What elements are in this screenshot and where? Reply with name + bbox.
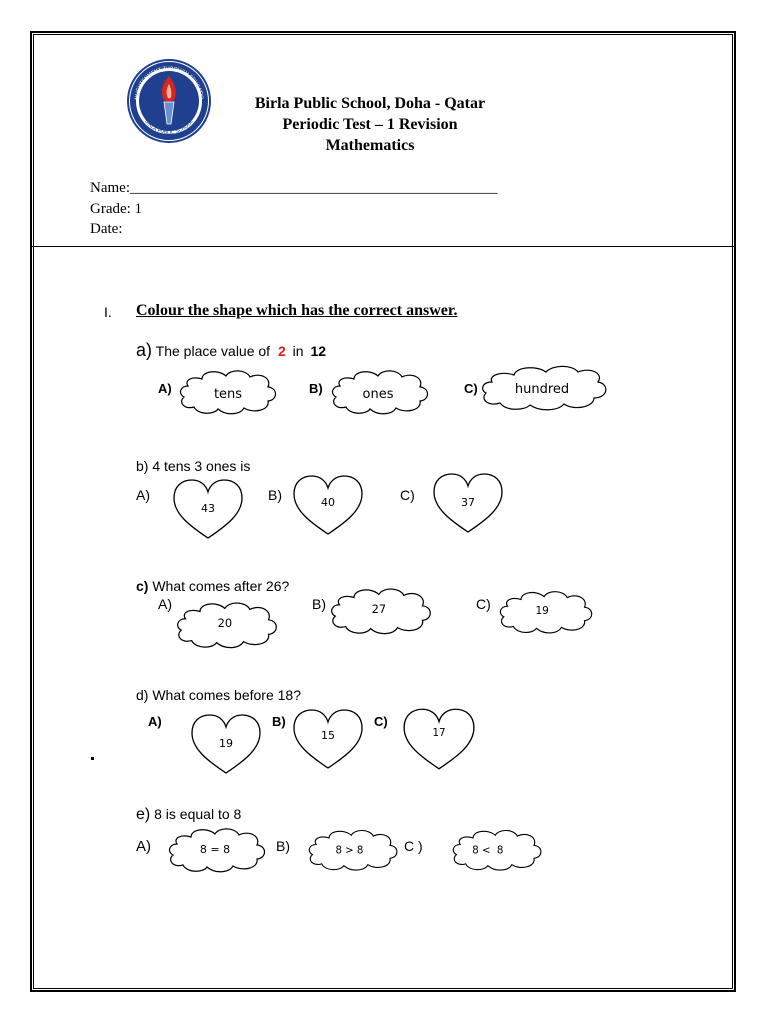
- option-e-a-value: 8 = 8: [199, 843, 231, 856]
- option-d-a-letter: A): [148, 714, 162, 729]
- option-e-b-cloud[interactable]: [298, 826, 410, 874]
- option-c-c-cloud[interactable]: [492, 587, 602, 637]
- option-a-a-value: tens: [213, 387, 243, 402]
- question-d-text: What comes before 18?: [152, 687, 301, 703]
- question-a-text-prefix: The place value of: [155, 343, 271, 359]
- question-d-letter: d): [136, 687, 149, 703]
- option-c-a-cloud[interactable]: [170, 598, 286, 652]
- option-b-c-value: 37: [461, 496, 475, 509]
- question-e-text: 8 is equal to 8: [154, 806, 242, 822]
- option-d-a-heart[interactable]: [188, 710, 264, 778]
- logo-ring-bottom-text: BIRLA PUBLIC SCHOOL: [143, 118, 195, 137]
- option-d-b-heart[interactable]: [290, 704, 366, 774]
- option-e-c-cloud[interactable]: [444, 826, 552, 874]
- option-b-a-value: 43: [201, 502, 215, 515]
- question-b-letter: b): [136, 458, 149, 474]
- question-b: [136, 458, 250, 474]
- option-d-b-value: 15: [321, 729, 335, 742]
- option-a-b-value: ones: [362, 387, 394, 402]
- option-c-b-letter: B): [312, 596, 326, 612]
- test-name: Periodic Test – 1 Revision: [282, 116, 458, 133]
- option-a-a-letter: A): [158, 381, 172, 396]
- option-e-a-letter: A): [136, 838, 151, 855]
- option-d-b-letter: B): [272, 714, 286, 729]
- option-a-b-letter: B): [309, 381, 323, 396]
- option-a-c-letter: C): [464, 381, 478, 396]
- header-divider: [32, 246, 736, 247]
- name-field[interactable]: Name:_________________________________________________: [90, 180, 498, 196]
- option-e-b-value: 8 > 8: [335, 845, 364, 857]
- option-b-c-letter: C): [400, 487, 415, 503]
- option-c-a-letter: A): [158, 596, 172, 612]
- date-field[interactable]: Date:: [90, 221, 123, 237]
- option-e-b-letter: B): [276, 838, 290, 854]
- option-e-c-letter: C ): [404, 838, 423, 854]
- question-c-text: What comes after 26?: [152, 578, 290, 594]
- option-c-b-cloud[interactable]: [324, 584, 440, 638]
- option-e-a-cloud[interactable]: [160, 824, 276, 876]
- option-c-b-value: 27: [371, 602, 387, 617]
- question-c: [136, 578, 289, 594]
- option-a-a-cloud[interactable]: [174, 366, 284, 418]
- option-a-c-cloud[interactable]: [476, 362, 618, 414]
- option-b-b-letter: B): [268, 487, 282, 503]
- question-a-digit: 2: [277, 343, 286, 359]
- option-c-c-letter: C): [476, 596, 491, 612]
- grade-field: Grade: 1: [90, 201, 143, 217]
- question-c-letter: c): [136, 578, 149, 594]
- question-b-text: 4 tens 3 ones is: [152, 458, 251, 474]
- school-name: Birla Public School, Doha - Qatar: [254, 95, 486, 112]
- option-d-c-heart[interactable]: [400, 700, 478, 778]
- subject-name: Mathematics: [325, 137, 415, 154]
- option-b-a-letter: A): [136, 487, 150, 503]
- question-a-text-mid: in: [292, 343, 304, 359]
- stray-dot: [91, 757, 94, 760]
- question-a-letter: a): [136, 340, 153, 360]
- question-e-letter: e): [136, 806, 151, 823]
- option-d-c-value: 17: [432, 726, 446, 739]
- question-e: [136, 806, 241, 824]
- section-instruction: Colour the shape which has the correct answer.: [136, 302, 458, 319]
- option-b-a-heart[interactable]: [170, 476, 246, 542]
- option-d-a-value: 19: [219, 737, 233, 750]
- option-b-c-heart[interactable]: [430, 470, 506, 536]
- section-numeral: I.: [104, 304, 112, 320]
- option-b-b-heart[interactable]: [290, 472, 366, 538]
- logo-ring-top-text: NLIGHTENMENT THROUGH EDUCATIO: [133, 65, 204, 101]
- option-c-a-value: 20: [217, 616, 233, 631]
- option-a-b-cloud[interactable]: [326, 366, 436, 418]
- option-a-c-value: hundred: [514, 382, 570, 397]
- question-d: [136, 687, 301, 703]
- option-d-c-letter: C): [374, 714, 388, 729]
- question-a-number: 12: [310, 343, 327, 359]
- option-e-c-value: 8 < 8: [472, 845, 504, 857]
- option-c-c-value: 19: [535, 604, 549, 617]
- option-b-b-value: 40: [321, 496, 335, 509]
- question-a: [136, 340, 326, 361]
